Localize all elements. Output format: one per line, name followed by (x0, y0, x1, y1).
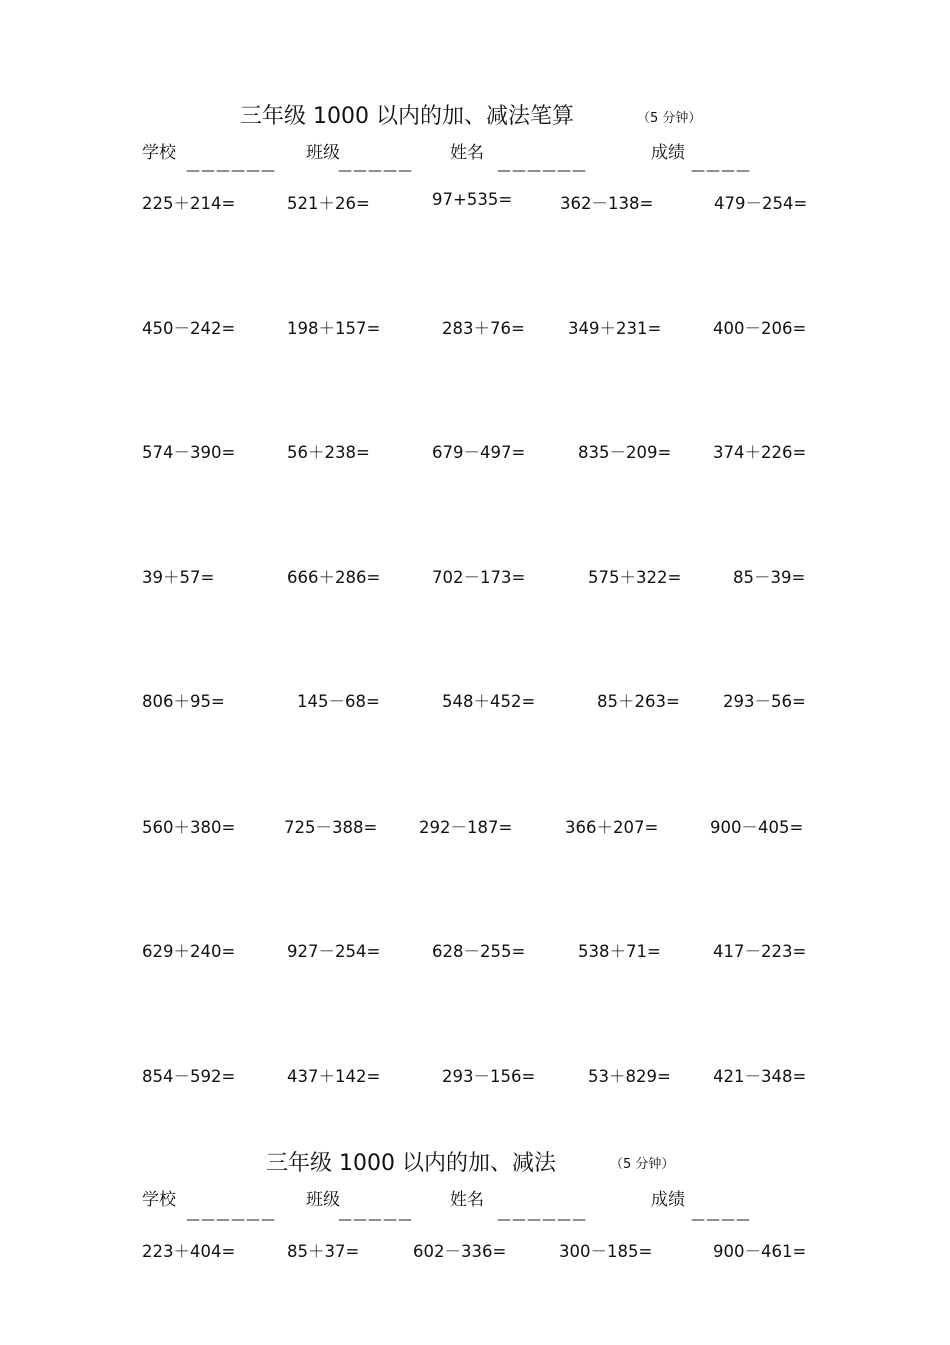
sheet1-blank-name[interactable]: —————— (497, 163, 587, 179)
problem: 366＋207= (565, 818, 659, 837)
problem: 198＋157= (287, 319, 381, 338)
problem: 629＋240= (142, 942, 236, 961)
problem: 292－187= (419, 818, 513, 837)
sheet2-label-school: 学校 (142, 1190, 176, 1210)
problem: 293－56= (723, 692, 806, 711)
problem: 374＋226= (713, 443, 807, 462)
problem: 479－254= (714, 194, 808, 213)
problem: 53＋829= (588, 1067, 671, 1086)
problem: 85＋37= (287, 1242, 360, 1261)
problem: 702－173= (432, 568, 526, 587)
problem: 900－461= (713, 1242, 807, 1261)
problem: 349＋231= (568, 319, 662, 338)
problem: 417－223= (713, 942, 807, 961)
sheet2-label-name: 姓名 (450, 1190, 484, 1210)
sheet2-blank-class[interactable]: ————— (338, 1212, 413, 1228)
sheet1-label-score: 成绩 (651, 143, 685, 163)
problem: 679－497= (432, 443, 526, 462)
problem: 437＋142= (287, 1067, 381, 1086)
problem: 521＋26= (287, 194, 370, 213)
sheet1-label-class: 班级 (306, 143, 340, 163)
sheet2-blank-score[interactable]: ———— (691, 1212, 751, 1228)
problem: 548＋452= (442, 692, 536, 711)
problem: 362－138= (560, 194, 654, 213)
problem: 223＋404= (142, 1242, 236, 1261)
problem: 300－185= (559, 1242, 653, 1261)
sheet2-blank-school[interactable]: —————— (186, 1212, 276, 1228)
problem: 854－592= (142, 1067, 236, 1086)
problem: 39＋57= (142, 568, 215, 587)
problem: 628－255= (432, 942, 526, 961)
problem: 225＋214= (142, 194, 236, 213)
problem: 560＋380= (142, 818, 236, 837)
sheet1-label-name: 姓名 (450, 143, 484, 163)
problem: 538＋71= (578, 942, 661, 961)
problem: 602－336= (413, 1242, 507, 1261)
sheet2-label-score: 成绩 (651, 1190, 685, 1210)
problem: 450－242= (142, 319, 236, 338)
sheet1-blank-score[interactable]: ———— (691, 163, 751, 179)
sheet1-blank-class[interactable]: ————— (338, 163, 413, 179)
problem: 97+535= (432, 190, 513, 209)
problem: 900－405= (710, 818, 804, 837)
problem: 835－209= (578, 443, 672, 462)
sheet2-blank-name[interactable]: —————— (497, 1212, 587, 1228)
problem: 293－156= (442, 1067, 536, 1086)
problem: 666＋286= (287, 568, 381, 587)
problem: 85－39= (733, 568, 806, 587)
problem: 574－390= (142, 443, 236, 462)
sheet2-label-class: 班级 (306, 1190, 340, 1210)
sheet1-time-limit: （5 分钟） (637, 111, 702, 126)
problem: 85＋263= (597, 692, 680, 711)
sheet2-title: 三年级 1000 以内的加、减法 (266, 1151, 556, 1176)
sheet1-label-school: 学校 (142, 143, 176, 163)
sheet1-title: 三年级 1000 以内的加、减法笔算 (240, 104, 574, 129)
sheet2-time-limit: （5 分钟） (610, 1157, 675, 1172)
problem: 283＋76= (442, 319, 525, 338)
problem: 806＋95= (142, 692, 225, 711)
problem: 725－388= (284, 818, 378, 837)
problem: 56＋238= (287, 443, 370, 462)
problem: 421－348= (713, 1067, 807, 1086)
problem: 145－68= (297, 692, 380, 711)
sheet1-blank-school[interactable]: —————— (186, 163, 276, 179)
problem: 575＋322= (588, 568, 682, 587)
problem: 400－206= (713, 319, 807, 338)
problem: 927－254= (287, 942, 381, 961)
